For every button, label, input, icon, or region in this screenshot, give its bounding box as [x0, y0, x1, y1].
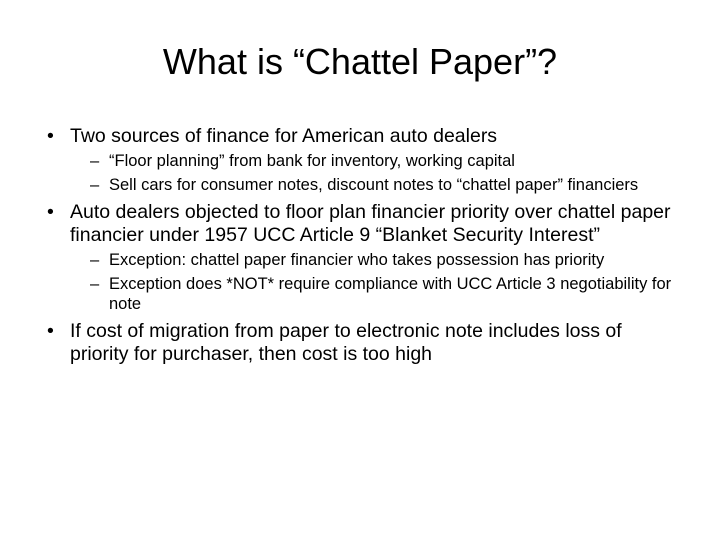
bullet-text: Auto dealers objected to floor plan financier priority over chattel paper financier under 1957 UCC Article 9 “Blanket Security Interest” [70, 201, 671, 246]
dash-marker: – [90, 251, 100, 269]
dash-marker: – [90, 176, 100, 194]
bullet-list [47, 125, 677, 372]
bullet-marker: • [47, 201, 54, 223]
bullet-item [47, 201, 677, 314]
dash-marker: – [90, 152, 100, 170]
slide-title: What is “Chattel Paper”? [162, 41, 558, 82]
sub-bullet-list [70, 250, 677, 314]
sub-bullet-item [90, 151, 677, 171]
bullet-marker: • [47, 320, 54, 342]
sub-bullet-list [70, 151, 677, 195]
bullet-marker: • [47, 125, 54, 147]
sub-bullet-item [90, 250, 677, 270]
sub-bullet-item [90, 274, 677, 314]
sub-bullet-text: Sell cars for consumer notes, discount notes to “chattel paper” financiers [109, 176, 639, 194]
sub-bullet-item [90, 175, 677, 195]
bullet-item [47, 125, 677, 195]
sub-bullet-text: “Floor planning” from bank for inventory, working capital [109, 152, 515, 170]
sub-bullet-text: Exception: chattel paper financier who takes possession has priority [109, 251, 605, 269]
bullet-text: Two sources of finance for American auto dealers [70, 125, 498, 147]
bullet-text: If cost of migration from paper to electronic note includes loss of priority for purchaser, then cost is too high [70, 320, 622, 365]
dash-marker: – [90, 275, 100, 293]
sub-bullet-text: Exception does *NOT* require compliance with UCC Article 3 negotiability for note [109, 275, 672, 313]
bullet-item [47, 320, 677, 366]
